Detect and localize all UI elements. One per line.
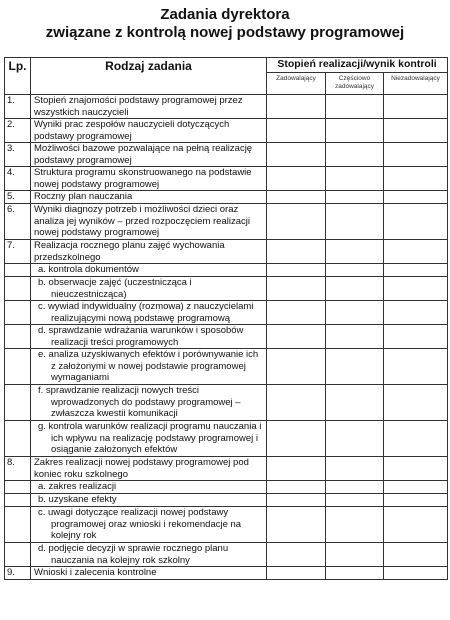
satisfactory-cell[interactable] bbox=[267, 567, 326, 580]
table-row bbox=[5, 119, 448, 143]
table-row bbox=[5, 264, 448, 277]
subtask-text: a. kontrola dokumentów bbox=[31, 264, 267, 277]
document-title-line-1: Zadania dyrektora bbox=[160, 6, 290, 23]
subtask-text: c. uwagi dotyczące realizacji nowej podstawy programowej oraz wnioski i rekomendacje na kolejny rok bbox=[31, 507, 267, 543]
table-row bbox=[5, 167, 448, 191]
unsatisfactory-cell[interactable] bbox=[384, 494, 448, 507]
partially-satisfactory-cell[interactable] bbox=[326, 494, 384, 507]
header-partially-satisfactory: Częściowo zadowalający bbox=[326, 73, 384, 95]
task-text: Możliwości bazowe pozwalające na pełną realizację podstawy programowej bbox=[31, 143, 267, 167]
row-number bbox=[5, 349, 31, 385]
subtask-text: e. analiza uzyskiwanych efektów i porównywanie ich z założonymi w nowej podstawie programowej wymaganiami bbox=[31, 349, 267, 385]
satisfactory-cell[interactable] bbox=[267, 277, 326, 301]
satisfactory-cell[interactable] bbox=[267, 167, 326, 191]
subtask-text: b. uzyskane efekty bbox=[31, 494, 267, 507]
subtask-text: a. zakres realizacji bbox=[31, 481, 267, 494]
header-unsatisfactory: Niezadowalający bbox=[384, 73, 448, 95]
partially-satisfactory-cell[interactable] bbox=[326, 457, 384, 481]
table-row bbox=[5, 143, 448, 167]
task-text: Wyniki diagnozy potrzeb i możliwości dzieci oraz analiza jej wyników – przed rozpoczęciem realizacji nowej podstawy programowej bbox=[31, 204, 267, 240]
partially-satisfactory-cell[interactable] bbox=[326, 143, 384, 167]
subtask-text: d. podjęcie decyzji w sprawie rocznego planu nauczania na kolejny rok szkolny bbox=[31, 543, 267, 567]
partially-satisfactory-cell[interactable] bbox=[326, 204, 384, 240]
table-row bbox=[5, 494, 448, 507]
row-number bbox=[5, 507, 31, 543]
unsatisfactory-cell[interactable] bbox=[384, 421, 448, 457]
row-number: 9. bbox=[5, 567, 31, 580]
unsatisfactory-cell[interactable] bbox=[384, 119, 448, 143]
unsatisfactory-cell[interactable] bbox=[384, 481, 448, 494]
satisfactory-cell[interactable] bbox=[267, 481, 326, 494]
unsatisfactory-cell[interactable] bbox=[384, 457, 448, 481]
table-row bbox=[5, 385, 448, 421]
row-number: 6. bbox=[5, 204, 31, 240]
unsatisfactory-cell[interactable] bbox=[384, 543, 448, 567]
partially-satisfactory-cell[interactable] bbox=[326, 507, 384, 543]
satisfactory-cell[interactable] bbox=[267, 301, 326, 325]
task-text: Stopień znajomości podstawy programowej przez wszystkich nauczycieli bbox=[31, 95, 267, 119]
header-status: Stopień realizacji/wynik kontroli bbox=[267, 58, 448, 73]
satisfactory-cell[interactable] bbox=[267, 457, 326, 481]
unsatisfactory-cell[interactable] bbox=[384, 240, 448, 264]
table-row bbox=[5, 567, 448, 580]
row-number bbox=[5, 385, 31, 421]
table-row bbox=[5, 95, 448, 119]
subtask-text: g. kontrola warunków realizacji programu nauczania i ich wpływu na realizację podstawy programowej i osiąganie założonych efektów bbox=[31, 421, 267, 457]
task-text: Realizacja rocznego planu zajęć wychowania przedszkolnego bbox=[31, 240, 267, 264]
row-number: 7. bbox=[5, 240, 31, 264]
row-number bbox=[5, 325, 31, 349]
partially-satisfactory-cell[interactable] bbox=[326, 349, 384, 385]
row-number bbox=[5, 277, 31, 301]
row-number bbox=[5, 421, 31, 457]
table-row bbox=[5, 191, 448, 204]
partially-satisfactory-cell[interactable] bbox=[326, 301, 384, 325]
row-number: 8. bbox=[5, 457, 31, 481]
partially-satisfactory-cell[interactable] bbox=[326, 277, 384, 301]
unsatisfactory-cell[interactable] bbox=[384, 567, 448, 580]
subtask-text: b. obserwacje zajęć (uczestnicząca i nieuczestnicząca) bbox=[31, 277, 267, 301]
row-number bbox=[5, 301, 31, 325]
unsatisfactory-cell[interactable] bbox=[384, 264, 448, 277]
row-number bbox=[5, 264, 31, 277]
unsatisfactory-cell[interactable] bbox=[384, 167, 448, 191]
partially-satisfactory-cell[interactable] bbox=[326, 264, 384, 277]
task-text: Struktura programu skonstruowanego na podstawie nowej podstawy programowej bbox=[31, 167, 267, 191]
table-row bbox=[5, 481, 448, 494]
partially-satisfactory-cell[interactable] bbox=[326, 421, 384, 457]
table-row bbox=[5, 421, 448, 457]
unsatisfactory-cell[interactable] bbox=[384, 507, 448, 543]
partially-satisfactory-cell[interactable] bbox=[326, 191, 384, 204]
partially-satisfactory-cell[interactable] bbox=[326, 385, 384, 421]
task-table bbox=[4, 57, 448, 580]
header-lp: Lp. bbox=[5, 58, 31, 95]
unsatisfactory-cell[interactable] bbox=[384, 385, 448, 421]
table-row bbox=[5, 277, 448, 301]
satisfactory-cell[interactable] bbox=[267, 421, 326, 457]
table-row bbox=[5, 301, 448, 325]
satisfactory-cell[interactable] bbox=[267, 264, 326, 277]
unsatisfactory-cell[interactable] bbox=[384, 204, 448, 240]
partially-satisfactory-cell[interactable] bbox=[326, 95, 384, 119]
row-number: 5. bbox=[5, 191, 31, 204]
row-number: 3. bbox=[5, 143, 31, 167]
unsatisfactory-cell[interactable] bbox=[384, 95, 448, 119]
row-number bbox=[5, 543, 31, 567]
unsatisfactory-cell[interactable] bbox=[384, 301, 448, 325]
task-text: Wnioski i zalecenia kontrolne bbox=[31, 567, 267, 580]
partially-satisfactory-cell[interactable] bbox=[326, 325, 384, 349]
table-row bbox=[5, 325, 448, 349]
satisfactory-cell[interactable] bbox=[267, 191, 326, 204]
table-row bbox=[5, 507, 448, 543]
unsatisfactory-cell[interactable] bbox=[384, 349, 448, 385]
table-row bbox=[5, 543, 448, 567]
satisfactory-cell[interactable] bbox=[267, 494, 326, 507]
satisfactory-cell[interactable] bbox=[267, 204, 326, 240]
row-number: 2. bbox=[5, 119, 31, 143]
unsatisfactory-cell[interactable] bbox=[384, 191, 448, 204]
satisfactory-cell[interactable] bbox=[267, 543, 326, 567]
satisfactory-cell[interactable] bbox=[267, 240, 326, 264]
task-text: Wyniki prac zespołów nauczycieli dotyczących podstawy programowej bbox=[31, 119, 267, 143]
unsatisfactory-cell[interactable] bbox=[384, 143, 448, 167]
row-number: 4. bbox=[5, 167, 31, 191]
row-number: 1. bbox=[5, 95, 31, 119]
document-title-line-2: związane z kontrolą nowej podstawy programowej bbox=[45, 24, 405, 41]
satisfactory-cell[interactable] bbox=[267, 507, 326, 543]
row-number bbox=[5, 494, 31, 507]
subtask-text: d. sprawdzanie wdrażania warunków i sposobów realizacji treści programowych bbox=[31, 325, 267, 349]
satisfactory-cell[interactable] bbox=[267, 119, 326, 143]
row-number bbox=[5, 481, 31, 494]
partially-satisfactory-cell[interactable] bbox=[326, 481, 384, 494]
subtask-text: f. sprawdzanie realizacji nowych treści wprowadzonych do podstawy programowej – zwłaszcza kwestii komunikacji bbox=[31, 385, 267, 421]
partially-satisfactory-cell[interactable] bbox=[326, 543, 384, 567]
task-text: Zakres realizacji nowej podstawy programowej pod koniec roku szkolnego bbox=[31, 457, 267, 481]
table-row bbox=[5, 204, 448, 240]
table-row bbox=[5, 240, 448, 264]
header-satisfactory: Zadowalający bbox=[267, 73, 326, 95]
satisfactory-cell[interactable] bbox=[267, 95, 326, 119]
partially-satisfactory-cell[interactable] bbox=[326, 167, 384, 191]
unsatisfactory-cell[interactable] bbox=[384, 325, 448, 349]
subtask-text: c. wywiad indywidualny (rozmowa) z nauczycielami realizującymi nową podstawę programową bbox=[31, 301, 267, 325]
partially-satisfactory-cell[interactable] bbox=[326, 567, 384, 580]
satisfactory-cell[interactable] bbox=[267, 325, 326, 349]
table-row bbox=[5, 349, 448, 385]
table-row bbox=[5, 457, 448, 481]
satisfactory-cell[interactable] bbox=[267, 143, 326, 167]
task-text: Roczny plan nauczania bbox=[31, 191, 267, 204]
partially-satisfactory-cell[interactable] bbox=[326, 119, 384, 143]
partially-satisfactory-cell[interactable] bbox=[326, 240, 384, 264]
satisfactory-cell[interactable] bbox=[267, 349, 326, 385]
satisfactory-cell[interactable] bbox=[267, 385, 326, 421]
header-task-type: Rodzaj zadania bbox=[31, 58, 267, 95]
unsatisfactory-cell[interactable] bbox=[384, 277, 448, 301]
